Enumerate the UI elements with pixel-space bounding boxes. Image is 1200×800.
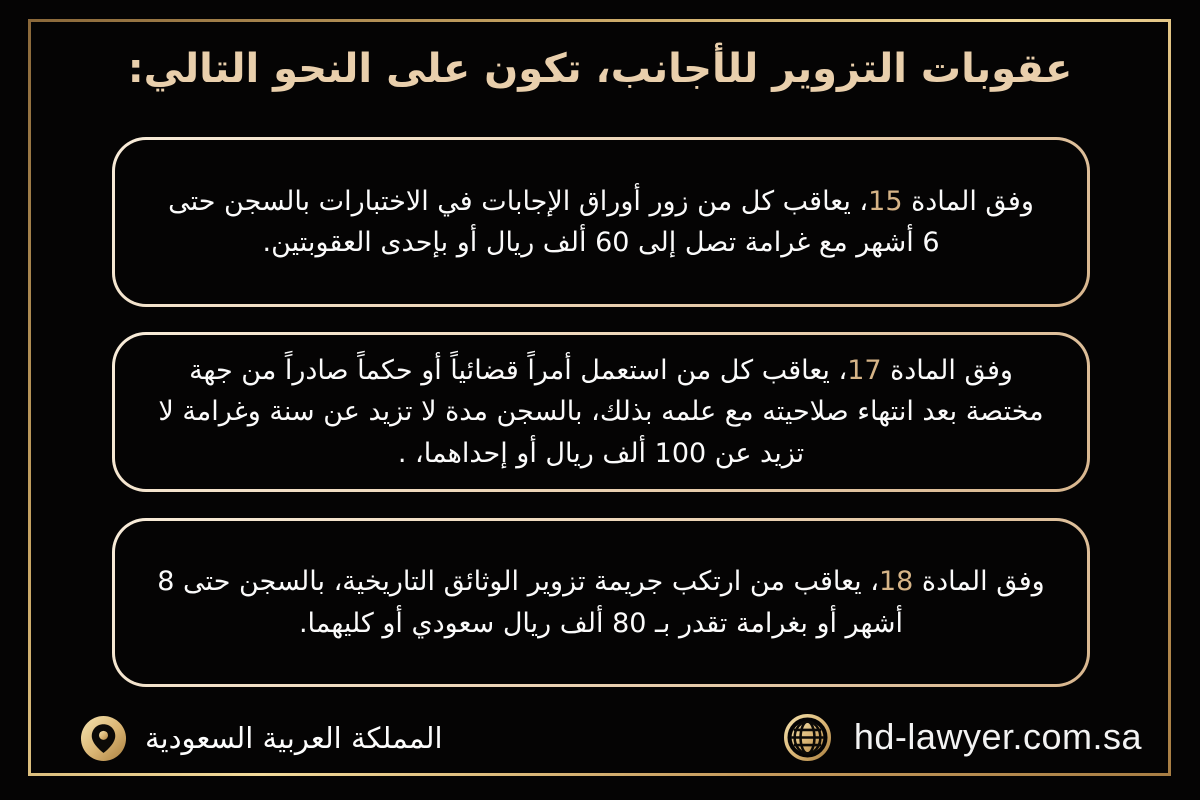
article-number: 17: [847, 355, 882, 387]
article-18-card: [112, 518, 1090, 687]
article-17-card: [112, 332, 1090, 492]
location-pin-icon: [80, 715, 127, 762]
footer-website: [783, 708, 1142, 766]
article-17-text: [157, 350, 1045, 473]
article-body: ، يعاقب كل من زور أوراق الإجابات في الاختبارات بالسجن حتى 6 أشهر مع غرامة تصل إلى 60 ألف ريال أو بإحدى العقوبتين.: [168, 185, 940, 258]
article-number: 18: [878, 566, 914, 598]
globe-icon: [783, 713, 832, 762]
website-label: hd-lawyer.com.sa: [853, 716, 1142, 757]
page-title: عقوبات التزوير للأجانب، تكون على النحو التالي:: [127, 46, 1073, 92]
article-prefix: وفق المادة: [913, 566, 1045, 598]
article-15-card: [112, 137, 1090, 307]
footer-country: [80, 710, 443, 766]
article-body: ، يعاقب كل من استعمل أمراً قضائياً أو حكماً صادراً من جهة مختصة بعد انتهاء صلاحيته مع علمه بذلك، بالسجن مدة لا تزيد عن سنة وغرامة لا تزيد عن 100 ألف ريال أو إحداهما، .: [158, 355, 1044, 469]
article-prefix: وفق المادة: [902, 185, 1034, 217]
article-number: 15: [868, 185, 903, 217]
article-body: ، يعاقب من ارتكب جريمة تزوير الوثائق التاريخية، بالسجن حتى 8 أشهر أو بغرامة تقدر بـ 80 ألف ريال سعودي أو كليهما.: [157, 566, 904, 639]
article-18-text: [157, 561, 1045, 643]
article-prefix: وفق المادة: [881, 355, 1013, 387]
article-15-text: [157, 181, 1045, 263]
country-label: المملكة العربية السعودية: [145, 721, 443, 755]
